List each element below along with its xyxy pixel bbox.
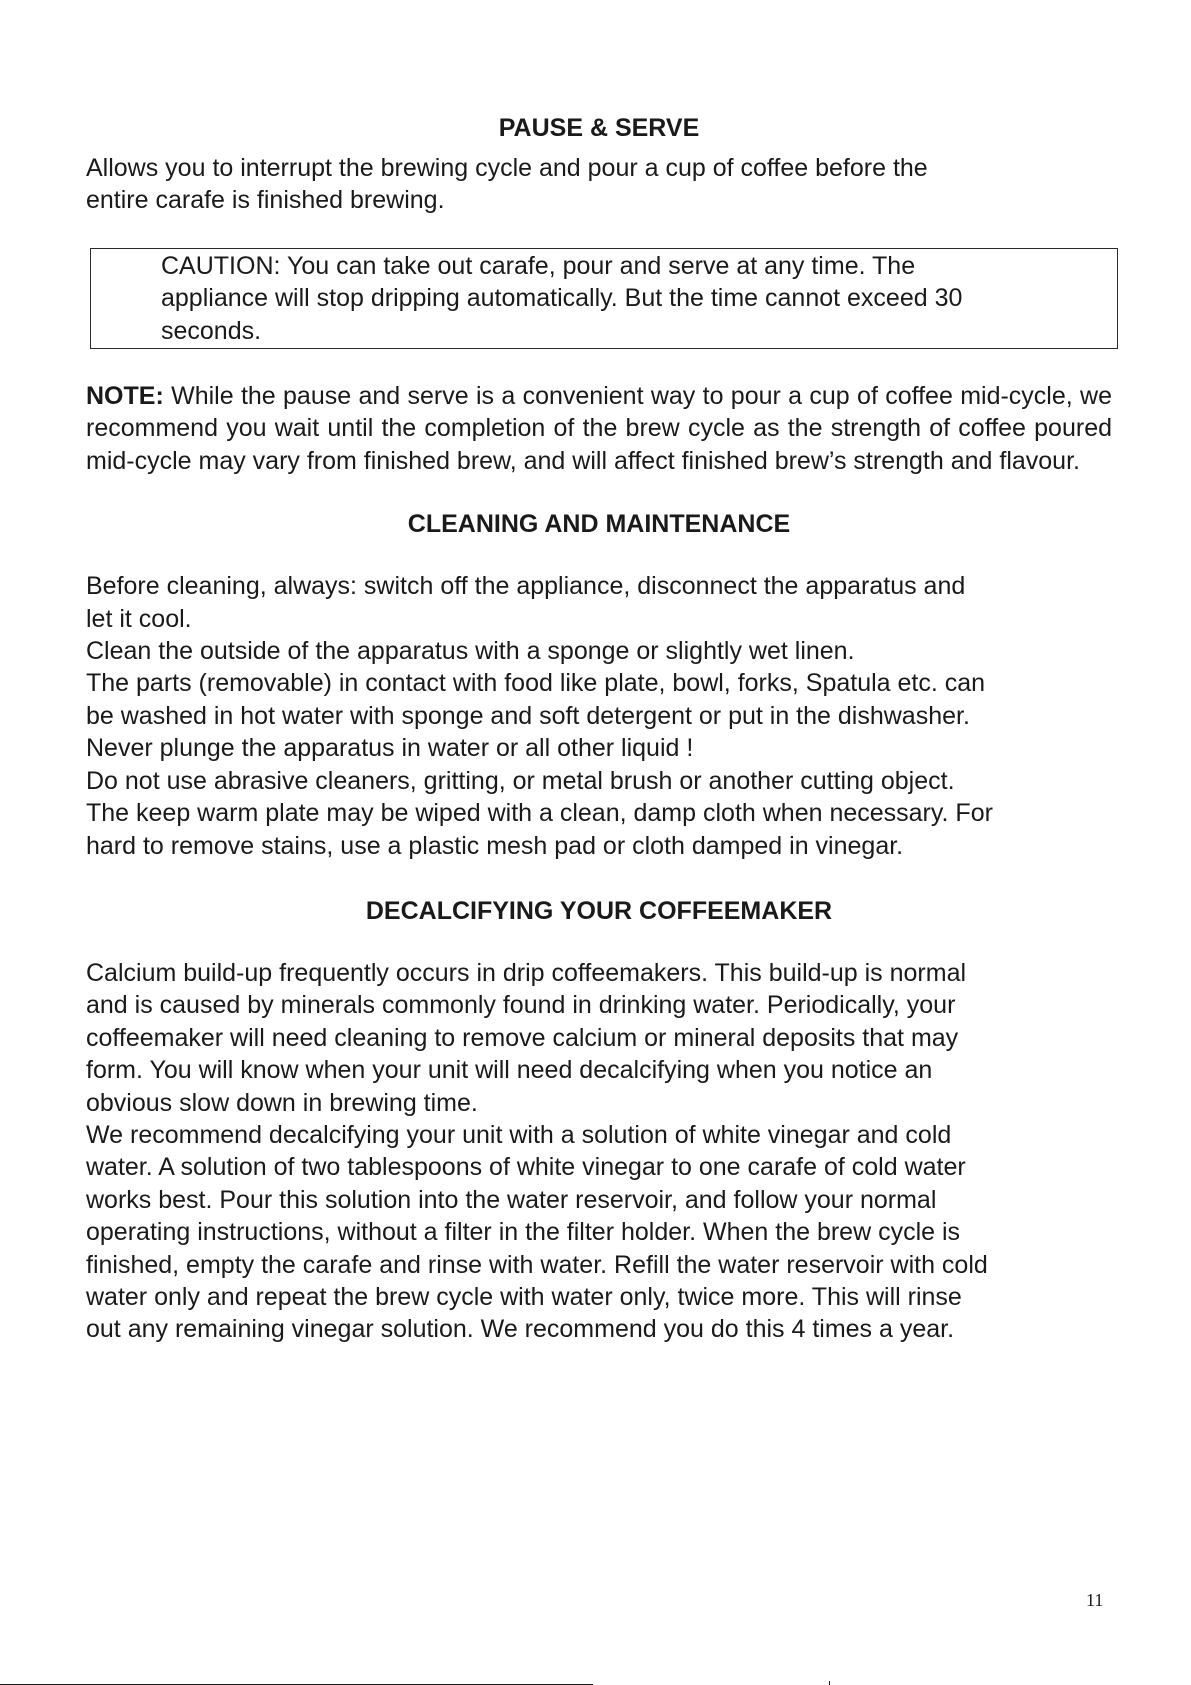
pause-serve-intro — [86, 152, 1112, 217]
intro-line: entire carafe is finished brewing. — [86, 186, 445, 215]
cleaning-line: The keep warm plate may be wiped with a clean, damp cloth when necessary. For — [86, 799, 993, 828]
note-text: While the pause and serve is a convenient way to pour a cup of coffee mid-cycle, we recommend you wait until the completion of the brew cycle as the strength of coffee poured mid-cycle may vary from finished brew, and will affect finished brew’s strength and flavour. — [86, 382, 1112, 475]
decalcifying-line: coffeemaker will need cleaning to remove calcium or mineral deposits that may — [86, 1023, 959, 1052]
decalcifying-line: out any remaining vinegar solution. We recommend you do this 4 times a year. — [86, 1315, 955, 1344]
decalcifying-line: form. You will know when your unit will need decalcifying when you notice an — [86, 1056, 933, 1085]
decalcifying-line: water. A solution of two tablespoons of white vinegar to one carafe of cold water — [86, 1153, 966, 1182]
cleaning-line: hard to remove stains, use a plastic mesh pad or cloth damped in vinegar. — [86, 831, 904, 860]
cleaning-line: Never plunge the apparatus in water or all other liquid ! — [86, 734, 694, 763]
intro-line: Allows you to interrupt the brewing cycle and pour a cup of coffee before the — [86, 154, 928, 182]
manual-page — [86, 112, 1112, 1346]
footer-mark — [829, 1681, 830, 1685]
decalcifying-line: We recommend decalcifying your unit with a solution of white vinegar and cold — [86, 1120, 952, 1149]
cleaning-line: The parts (removable) in contact with food like plate, bowl, forks, Spatula etc. can — [86, 669, 986, 698]
decalcifying-line: obvious slow down in brewing time. — [86, 1088, 478, 1117]
caution-line: CAUTION: You can take out carafe, pour and serve at any time. The — [161, 251, 916, 280]
decalcifying-line: operating instructions, without a filter in the filter holder. When the brew cycle is — [86, 1218, 961, 1247]
page-number: 11 — [1086, 1590, 1104, 1610]
caution-box — [90, 248, 1118, 349]
decalcifying-line: and is caused by minerals commonly found in drinking water. Periodically, your — [86, 991, 956, 1020]
decalcifying-line: works best. Pour this solution into the water reservoir, and follow your normal — [86, 1185, 937, 1214]
cleaning-line: Do not use abrasive cleaners, gritting, or metal brush or another cutting object. — [86, 766, 955, 795]
note-paragraph — [86, 380, 1112, 477]
decalcifying-heading: DECALCIFYING YOUR COFFEEMAKER — [365, 896, 833, 925]
cleaning-heading: CLEANING AND MAINTENANCE — [407, 510, 791, 539]
decalcifying-body — [86, 957, 1112, 1346]
cleaning-line: Clean the outside of the apparatus with a sponge or slightly wet linen. — [86, 637, 855, 666]
decalcifying-line: Calcium build-up frequently occurs in drip coffeemakers. This build-up is normal — [86, 958, 967, 987]
cleaning-line: be washed in hot water with sponge and soft detergent or put in the dishwasher. — [86, 701, 970, 730]
decalcifying-line: water only and repeat the brew cycle with water only, twice more. This will rinse — [86, 1282, 962, 1311]
caution-line: seconds. — [161, 316, 262, 345]
cleaning-line: let it cool. — [86, 604, 192, 633]
cleaning-line: Before cleaning, always: switch off the appliance, disconnect the apparatus and — [86, 572, 966, 601]
note-label: NOTE: — [86, 382, 164, 411]
caution-text — [161, 250, 1109, 347]
cleaning-body — [86, 570, 1112, 862]
decalcifying-line: finished, empty the carafe and rinse with water. Refill the water reservoir with cold — [86, 1250, 988, 1279]
pause-serve-heading: PAUSE & SERVE — [498, 114, 700, 142]
caution-line: appliance will stop dripping automatically. But the time cannot exceed 30 — [161, 284, 963, 313]
